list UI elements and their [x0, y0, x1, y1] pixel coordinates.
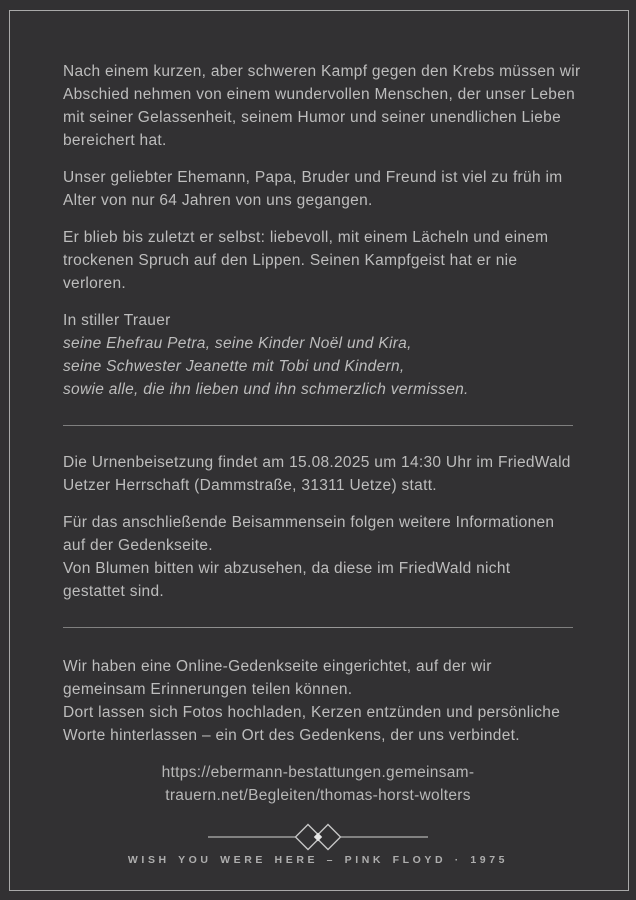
url-line: trauern.net/Begleiten/thomas-horst-wolters — [165, 787, 471, 804]
mourner-line: seine Ehefrau Petra, seine Kinder Noël und Kira, — [63, 335, 412, 352]
memorial-url — [63, 761, 573, 807]
text-line: Alter von nur 64 Jahren von uns gegangen. — [63, 192, 373, 209]
text-line: gemeinsam Erinnerungen teilen können. — [63, 681, 353, 698]
paragraph-family — [63, 166, 573, 212]
text-line: verloren. — [63, 275, 127, 292]
text-line: auf der Gedenkseite. — [63, 537, 213, 554]
mourner-line: seine Schwester Jeanette mit Tobi und Kindern, — [63, 358, 405, 375]
memorial-site-section — [63, 655, 573, 807]
mourning-intro: In stiller Trauer — [63, 312, 171, 329]
text-line: Worte hinterlassen – ein Ort des Gedenkens, der uns verbindet. — [63, 727, 520, 744]
text-line: Abschied nehmen von einem wundervollen Menschen, der unser Leben — [63, 86, 576, 103]
text-line: Für das anschließende Beisammensein folgen weitere Informationen — [63, 514, 555, 531]
text-line: mit seiner Gelassenheit, seinem Humor und seiner unendlichen Liebe — [63, 109, 561, 126]
text-line: Dort lassen sich Fotos hochladen, Kerzen entzünden und persönliche — [63, 704, 561, 721]
text-line: bereichert hat. — [63, 132, 167, 149]
text-line: Die Urnenbeisetzung findet am 15.08.2025 um 14:30 Uhr im FriedWald — [63, 454, 571, 471]
funeral-info-section — [63, 451, 573, 603]
text-line: Er blieb bis zuletzt er selbst: liebevoll, mit einem Lächeln und einem — [63, 229, 549, 246]
footer-ornament-row — [63, 822, 573, 852]
diamond-ornament-icon — [206, 822, 430, 852]
section-divider — [63, 627, 573, 628]
paragraph-opening — [63, 60, 581, 152]
text-line: Uetzer Herrschaft (Dammstraße, 31311 Uetze) statt. — [63, 477, 437, 494]
text-line: Wir haben eine Online-Gedenkseite eingerichtet, auf der wir — [63, 658, 492, 675]
paragraph-burial — [63, 451, 573, 497]
card-content — [63, 60, 581, 867]
text-line: gestattet sind. — [63, 583, 165, 600]
paragraph-online-memorial — [63, 655, 573, 747]
song-tribute: WISH YOU WERE HERE – PINK FLOYD · 1975 — [127, 854, 509, 866]
obituary-text-section — [63, 60, 581, 401]
paragraph-gathering — [63, 511, 573, 603]
mourner-line: sowie alle, die ihn lieben und ihn schmerzlich vermissen. — [63, 381, 469, 398]
text-line: Von Blumen bitten wir abzusehen, da diese im FriedWald nicht — [63, 560, 511, 577]
text-line: Nach einem kurzen, aber schweren Kampf gegen den Krebs müssen wir — [63, 63, 581, 80]
mourners-block — [63, 309, 573, 401]
url-line: https://ebermann-bestattungen.gemeinsam- — [161, 764, 475, 781]
text-line: Unser geliebter Ehemann, Papa, Bruder und Freund ist viel zu früh im — [63, 169, 563, 186]
section-divider — [63, 425, 573, 426]
paragraph-character — [63, 226, 573, 295]
text-line: trockenen Spruch auf den Lippen. Seinen Kampfgeist hat er nie — [63, 252, 518, 269]
